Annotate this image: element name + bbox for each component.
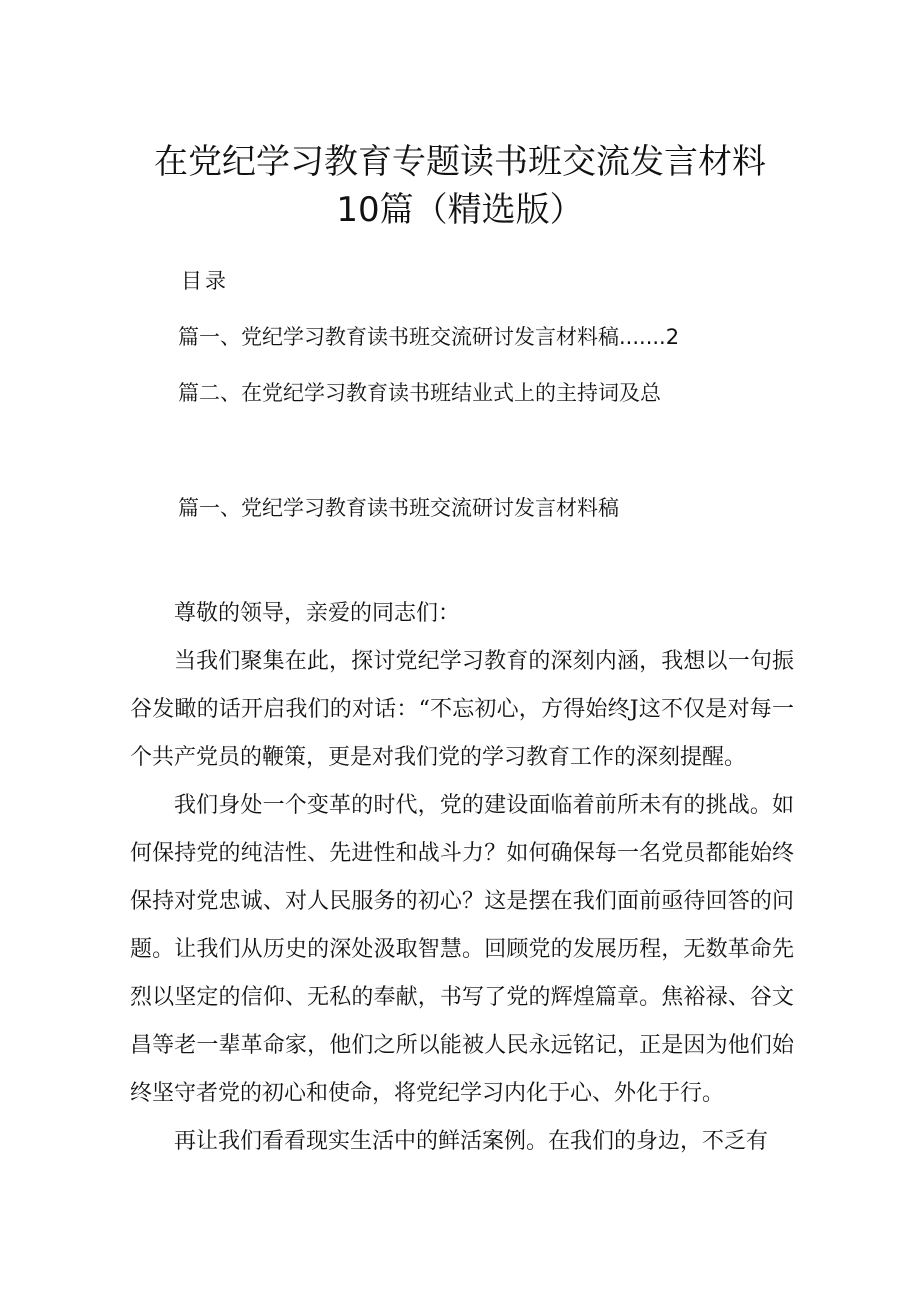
document-title-line1: 在党纪学习教育专题读书班交流发言材料	[154, 142, 766, 182]
body-paragraphs	[130, 638, 794, 1166]
salutation-text: 尊敬的领导，亲爱的同志们：	[174, 601, 461, 626]
toc-item[interactable]: 篇一、党纪学习教育读书班交流研讨发言材料稿.......2	[178, 325, 680, 349]
paragraph: 当我们聚集在此，探讨党纪学习教育的深刻内涵，我想以一句振谷发瞰的话开启我们的对话：“不忘初心，方得始终J这不仅是对每一个共产党员的鞭策，更是对我们党的学习教育工作的深刻提醒。	[130, 649, 794, 770]
toc-label: 目录	[181, 269, 229, 293]
document-title-line2: 10篇（精选版）	[336, 190, 584, 230]
paragraph: 再让我们看看现实生活中的鲜活案例。在我们的身边，不乏有	[174, 1129, 769, 1154]
section-heading: 篇一、党纪学习教育读书班交流研讨发言材料稿	[178, 496, 619, 520]
paragraph: 我们身处一个变革的时代，党的建设面临着前所未有的挑战。如何保持党的纯洁性、先进性和战斗力？如何确保每一名党员都能始终保持对党忠诚、对人民服务的初心？这是摆在我们面前亟待回答的问题。让我们从历史的深处汲取智慧。回顾党的发展历程，无数革命先烈以坚定的信仰、无私的奉献，书写了党的辉煌篇章。焦裕禄、谷文昌等老一辈革命家，他们之所以能被人民永远铭记，正是因为他们始终坚守者党的初心和使命，将党纪学习内化于心、外化于行。	[130, 793, 794, 1106]
toc-item[interactable]: 篇二、在党纪学习教育读书班结业式上的主持词及总	[178, 381, 661, 405]
salutation	[130, 590, 794, 638]
